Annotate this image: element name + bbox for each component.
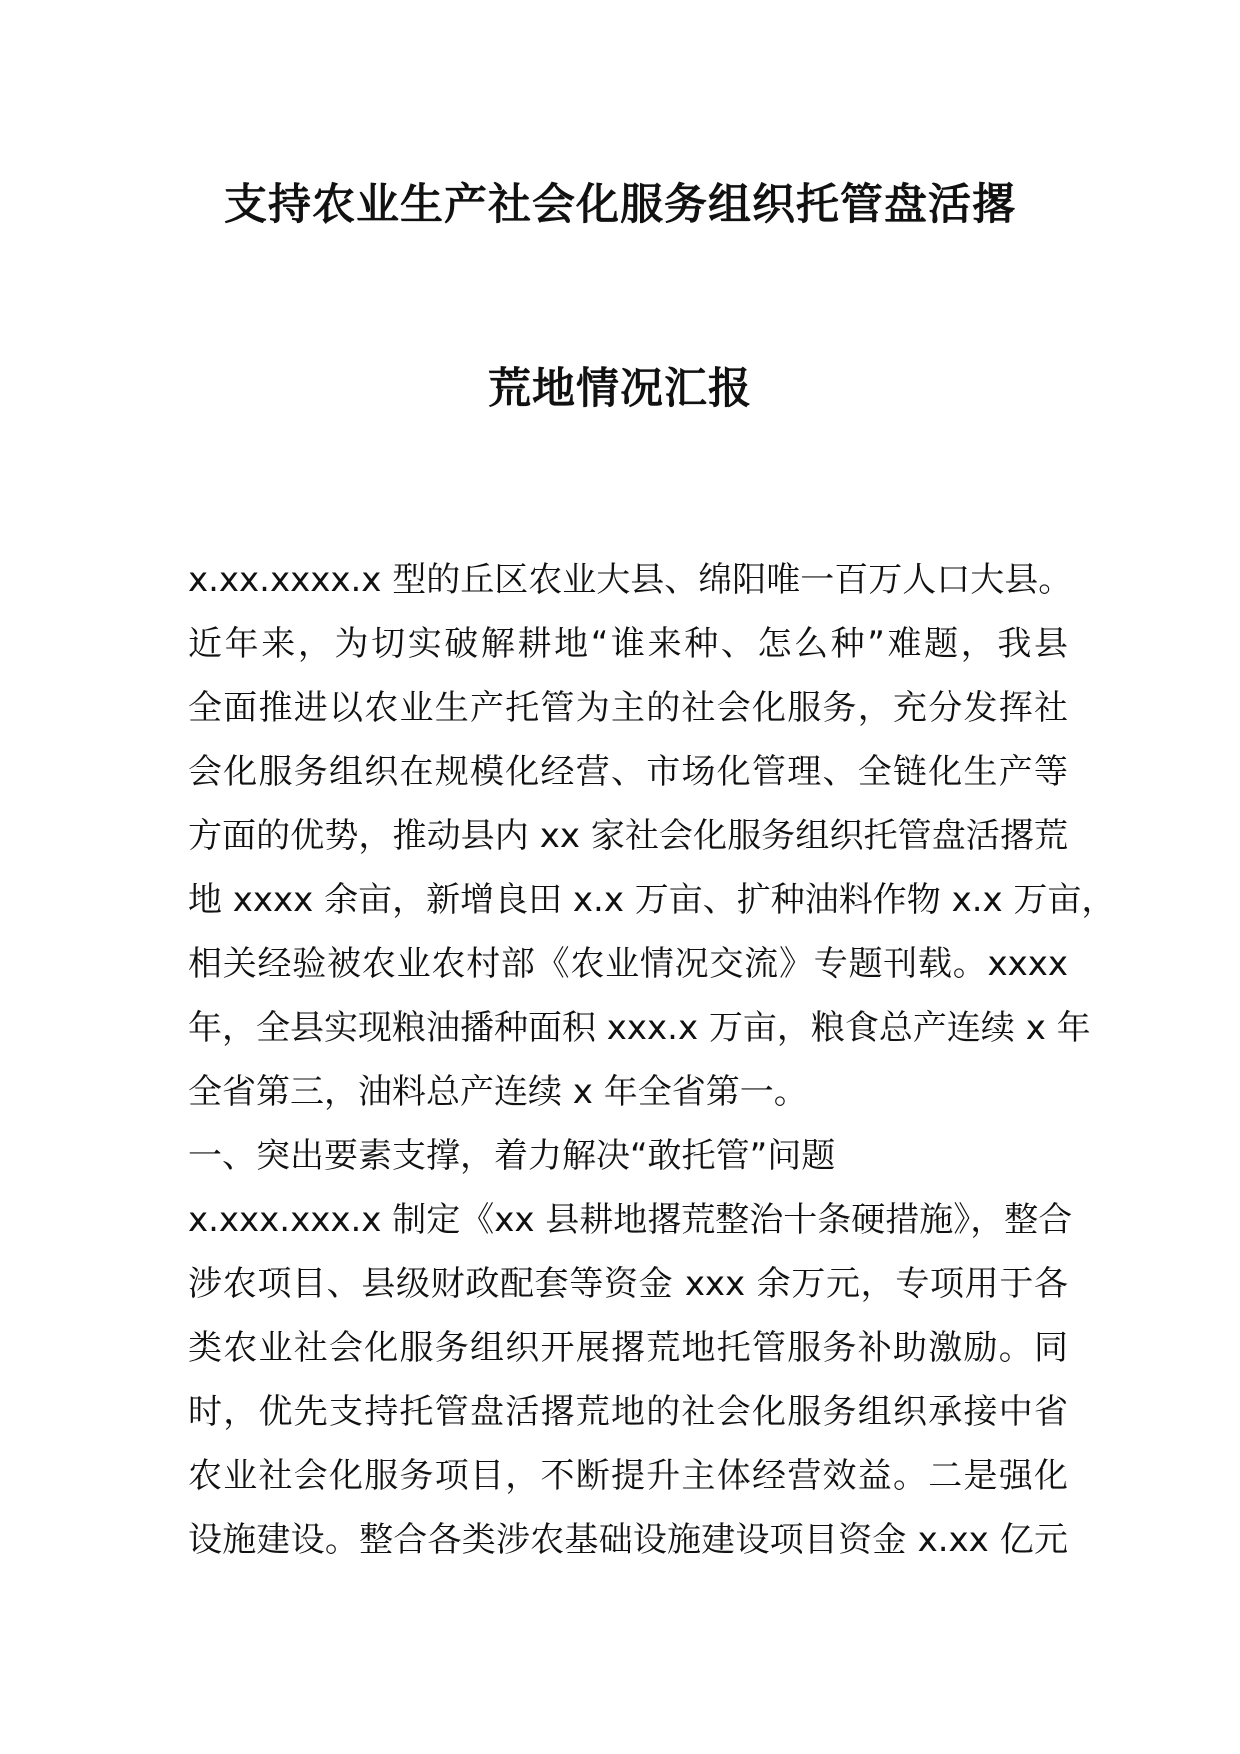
body-line: 近年来，为切实破解耕地“谁来种、怎么种”难题，我县 (188, 624, 1068, 664)
body-line: x.xx.xxxx.x 型的丘区农业大县、绵阳唯一百万人口大县。 (188, 560, 1073, 600)
body-line: 方面的优势，推动县内 xx 家社会化服务组织托管盘活撂荒 (188, 816, 1068, 856)
section-heading: 一、突出要素支撑，着力解决“敢托管”问题 (188, 1136, 836, 1176)
document-title-line-1: 支持农业生产社会化服务组织托管盘活撂 (224, 180, 1016, 230)
body-line: x.xxx.xxx.x 制定《xx 县耕地撂荒整治十条硬措施》，整合 (188, 1200, 1073, 1240)
body-line: 设施建设。整合各类涉农基础设施建设项目资金 x.xx 亿元 (188, 1520, 1068, 1560)
document-body (188, 548, 1116, 1572)
body-line: 涉农项目、县级财政配套等资金 xxx 余万元，专项用于各 (188, 1264, 1068, 1304)
body-line: 农业社会化服务项目，不断提升主体经营效益。二是强化 (188, 1456, 1068, 1496)
body-line: 全面推进以农业生产托管为主的社会化服务，充分发挥社 (188, 688, 1068, 728)
document-title-line-2: 荒地情况汇报 (488, 364, 752, 414)
body-line: 年，全县实现粮油播种面积 xxx.x 万亩，粮食总产连续 x 年 (188, 1008, 1091, 1048)
body-line: 时，优先支持托管盘活撂荒地的社会化服务组织承接中省 (188, 1392, 1068, 1432)
body-line: 相关经验被农业农村部《农业情况交流》专题刊载。xxxx (188, 944, 1068, 984)
body-line: 类农业社会化服务组织开展撂荒地托管服务补助激励。同 (188, 1328, 1068, 1368)
body-line: 地 xxxx 余亩，新增良田 x.x 万亩、扩种油料作物 x.x 万亩， (188, 880, 1116, 920)
body-line: 会化服务组织在规模化经营、市场化管理、全链化生产等 (188, 752, 1068, 792)
body-line: 全省第三，油料总产连续 x 年全省第一。 (188, 1072, 808, 1112)
